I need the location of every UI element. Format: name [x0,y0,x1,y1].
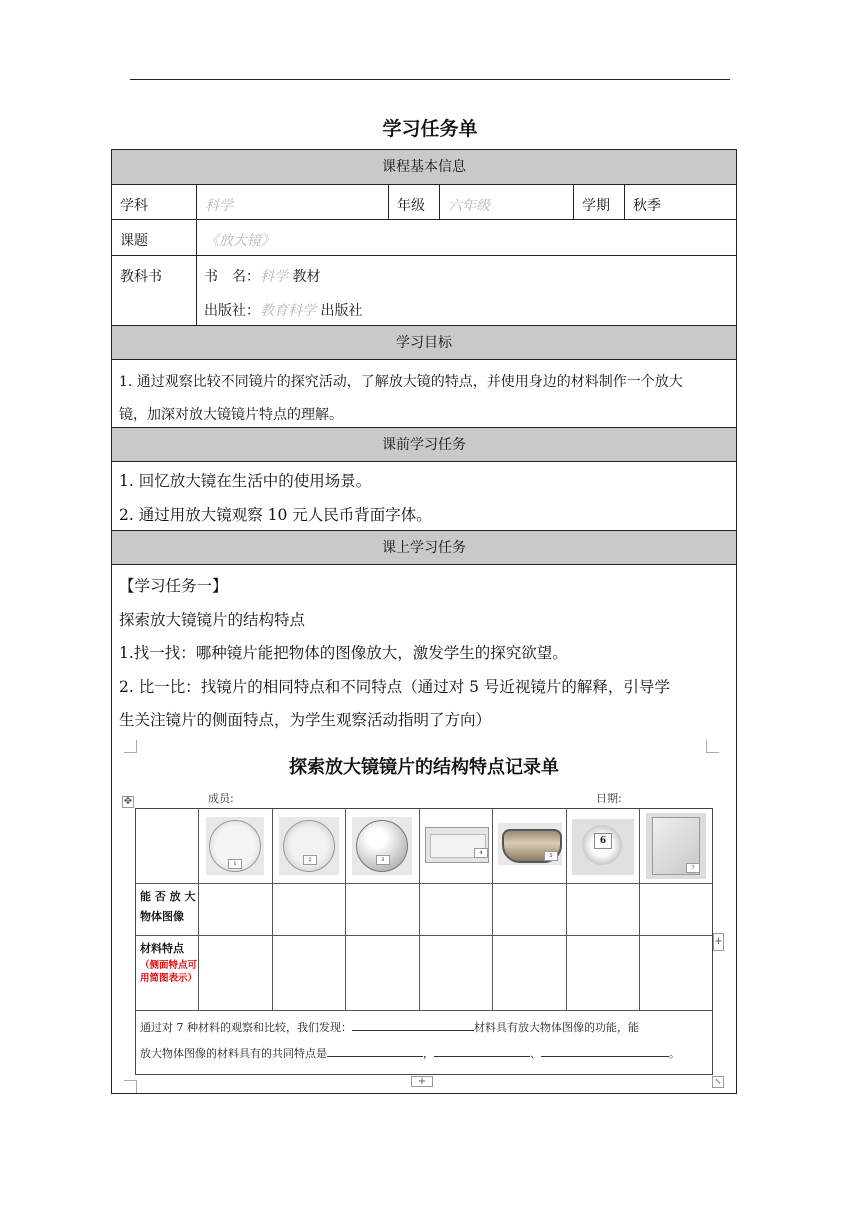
lens-photo-7: 7 [646,813,706,879]
divider [492,809,493,1010]
table-move-handle-icon[interactable]: ✥ [123,796,133,807]
date-label: 日期: [596,792,622,805]
pre-task-1: 1. 回忆放大镜在生活中的使用场景。 [119,472,372,490]
lens-photo-1: 1 [206,817,264,875]
pre-task-2: 2. 通过用放大镜观察 10 元人民币背面字体。 [119,506,432,524]
row-label-material: 材料特点 [140,942,184,955]
record-table [135,808,713,1075]
grade-label: 年级 [388,185,439,219]
task-sheet-table [111,149,737,1094]
record-sheet-title: 探索放大镜镜片的结构特点记录单 [289,757,559,778]
textbook-details [196,256,736,325]
fill-blank[interactable] [327,1046,423,1057]
basic-info-header: 课程基本信息 [112,150,736,185]
pre-tasks-body [112,462,736,531]
crop-mark [124,740,137,753]
resize-handle-icon[interactable]: ⤡ [712,1076,724,1088]
conclusion-line-1: 通过对 7 种材料的观察和比较，我们发现： 材料具有放大物体图像的功能，能 [140,1021,639,1034]
subject-label: 学科 [120,198,148,214]
task-step-2-line-1: 2. 比一比：找镜片的相同特点和不同特点（通过对 5 号近视镜片的解释，引导学 [119,678,670,696]
lens-photo-5: 5 [498,823,562,865]
divider [136,935,712,936]
goals-body [112,360,736,428]
pre-tasks-header: 课前学习任务 [112,428,736,462]
divider [345,809,346,1010]
goal-line-2: 镜，加深对放大镜镜片特点的理解。 [119,407,343,423]
grade-value: 六年级 [439,185,573,219]
conclusion-line-2: 放大物体图像的材料具有的共同特点是 ， 、 。 [140,1047,680,1060]
lens-photo-2: 2 [279,817,339,875]
book-name-line: 书 名：科学 教材 [204,269,321,285]
goals-header: 学习目标 [112,326,736,360]
lens-photo-4: 4 [425,827,489,863]
class-tasks-header: 课上学习任务 [112,531,736,565]
task-step-2-line-2: 生关注镜片的侧面特点，为学生观察活动指明了方向） [119,711,492,729]
divider [272,809,273,1010]
row-label-magnify: 能 否 放 大 物体图像 [140,890,196,923]
fill-blank[interactable] [352,1020,474,1031]
add-column-icon[interactable]: + [713,933,724,951]
document-title: 学习任务单 [382,118,478,140]
subject-row [112,185,736,220]
subject-value: 科学 [196,185,388,219]
term-value: 秋季 [624,185,736,219]
task-one-title: 【学习任务一】 [119,577,228,595]
topic-value: 《放大镜》 [196,220,736,255]
fill-blank[interactable] [541,1046,669,1057]
fill-blank[interactable] [434,1046,530,1057]
crop-mark [124,1080,137,1093]
divider [639,809,640,1010]
row-label-note: （侧面特点可用简图表示） [140,960,198,984]
divider [136,883,712,884]
task-one-name: 探索放大镜镜片的结构特点 [119,611,306,629]
task-step-1: 1.找一找：哪种镜片能把物体的图像放大，激发学生的探究欲望。 [119,644,568,662]
crop-mark [706,740,719,753]
term-label: 学期 [573,185,624,219]
add-row-icon[interactable]: + [411,1076,433,1087]
divider [136,1010,712,1011]
members-label: 成员: [208,792,234,805]
textbook-label: 教科书 [120,269,162,285]
divider [566,809,567,1010]
lens-photo-6: 6 [572,819,634,875]
textbook-row [112,256,736,326]
lens-photo-3: 3 [352,817,412,875]
topic-row [112,220,736,256]
divider [419,809,420,1010]
goal-line-1: 1. 通过观察比较不同镜片的探究活动，了解放大镜的特点，并使用身边的材料制作一个放大 [119,374,683,390]
header-rule [130,79,730,80]
publisher-line: 出版社：教育科学 出版社 [204,303,363,319]
topic-label: 课题 [120,233,148,249]
